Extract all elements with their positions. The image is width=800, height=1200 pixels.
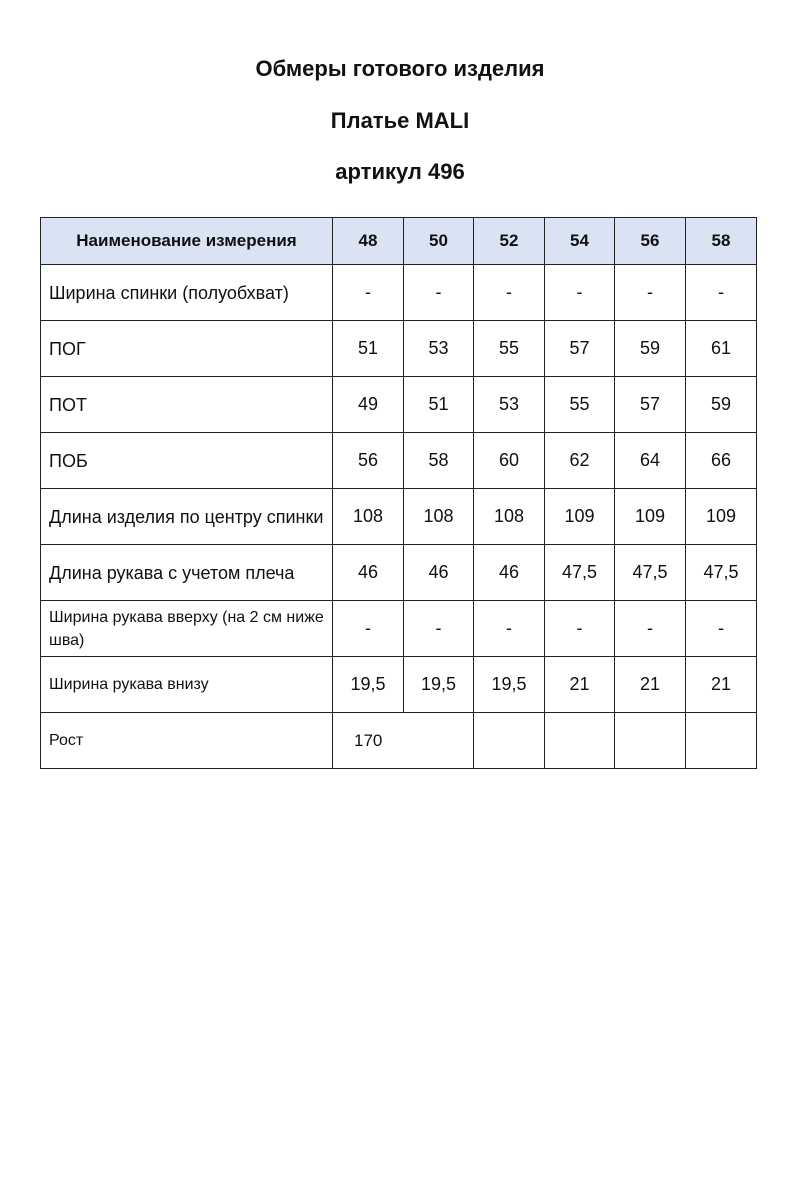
page-title: Обмеры готового изделия	[255, 56, 545, 81]
measurement-name: Ширина рукава внизу	[41, 657, 333, 713]
measurement-value: -	[474, 265, 545, 321]
measurement-value: -	[404, 601, 474, 657]
column-header-name: Наименование измерения	[41, 218, 333, 265]
measurement-value: 46	[474, 545, 545, 601]
measurement-name: ПОТ	[41, 377, 333, 433]
measurement-value: 64	[615, 433, 686, 489]
measurement-name: ПОГ	[41, 321, 333, 377]
measurement-value: -	[333, 265, 404, 321]
measurement-value: -	[545, 601, 615, 657]
measurement-value: 108	[404, 489, 474, 545]
measurement-value: -	[686, 601, 757, 657]
measurement-value: 47,5	[545, 545, 615, 601]
table-row	[41, 265, 757, 321]
measurement-name: Длина рукава с учетом плеча	[41, 545, 333, 601]
measurement-value: 21	[615, 657, 686, 713]
measurement-value: 108	[474, 489, 545, 545]
measurement-value: 59	[615, 321, 686, 377]
measurement-value: 57	[545, 321, 615, 377]
measurements-table	[40, 217, 757, 769]
measurement-value: 53	[404, 321, 474, 377]
measurement-name: Длина изделия по центру спинки	[41, 489, 333, 545]
column-header-size: 52	[474, 218, 545, 265]
table-row	[41, 321, 757, 377]
measurement-value: -	[404, 265, 474, 321]
measurement-value: 21	[686, 657, 757, 713]
table-row	[41, 377, 757, 433]
measurement-value: 46	[333, 545, 404, 601]
table-row	[41, 489, 757, 545]
column-header-size: 54	[545, 218, 615, 265]
measurement-value: 108	[333, 489, 404, 545]
measurement-value: 19,5	[474, 657, 545, 713]
measurement-value: 60	[474, 433, 545, 489]
measurement-value: 109	[615, 489, 686, 545]
column-header-size: 58	[686, 218, 757, 265]
table-header-row	[41, 218, 757, 265]
measurement-value: 53	[474, 377, 545, 433]
measurement-value: 47,5	[686, 545, 757, 601]
measurement-value: -	[333, 601, 404, 657]
measurement-value: 109	[545, 489, 615, 545]
empty-cell	[686, 713, 757, 769]
measurement-value: -	[686, 265, 757, 321]
measurement-value: 61	[686, 321, 757, 377]
measurement-value: 47,5	[615, 545, 686, 601]
measurement-value: 58	[404, 433, 474, 489]
measurement-value: -	[615, 601, 686, 657]
height-label: Рост	[41, 713, 333, 769]
column-header-size: 56	[615, 218, 686, 265]
measurement-value: 19,5	[404, 657, 474, 713]
empty-cell	[615, 713, 686, 769]
measurement-value: 59	[686, 377, 757, 433]
measurement-value: 66	[686, 433, 757, 489]
height-value: 170	[333, 713, 474, 769]
empty-cell	[545, 713, 615, 769]
table-row	[41, 657, 757, 713]
measurement-name: Ширина рукава вверху (на 2 см ниже шва)	[41, 601, 333, 657]
measurement-value: 51	[404, 377, 474, 433]
product-name: Платье MALI	[330, 108, 470, 133]
measurement-value: 19,5	[333, 657, 404, 713]
measurement-value: 49	[333, 377, 404, 433]
table-row-height	[41, 713, 757, 769]
measurement-value: 51	[333, 321, 404, 377]
measurement-value: 109	[686, 489, 757, 545]
column-header-size: 48	[333, 218, 404, 265]
measurement-value: -	[615, 265, 686, 321]
measurement-value: -	[474, 601, 545, 657]
empty-cell	[474, 713, 545, 769]
measurement-name: ПОБ	[41, 433, 333, 489]
measurement-name: Ширина спинки (полуобхват)	[41, 265, 333, 321]
measurement-value: 21	[545, 657, 615, 713]
measurement-value: 46	[404, 545, 474, 601]
measurement-value: 55	[545, 377, 615, 433]
table-row	[41, 601, 757, 657]
measurement-value: 56	[333, 433, 404, 489]
article-number: артикул 496	[335, 159, 465, 184]
column-header-size: 50	[404, 218, 474, 265]
measurement-value: -	[545, 265, 615, 321]
table-row	[41, 433, 757, 489]
measurement-value: 57	[615, 377, 686, 433]
table-row	[41, 545, 757, 601]
measurement-value: 55	[474, 321, 545, 377]
measurement-value: 62	[545, 433, 615, 489]
